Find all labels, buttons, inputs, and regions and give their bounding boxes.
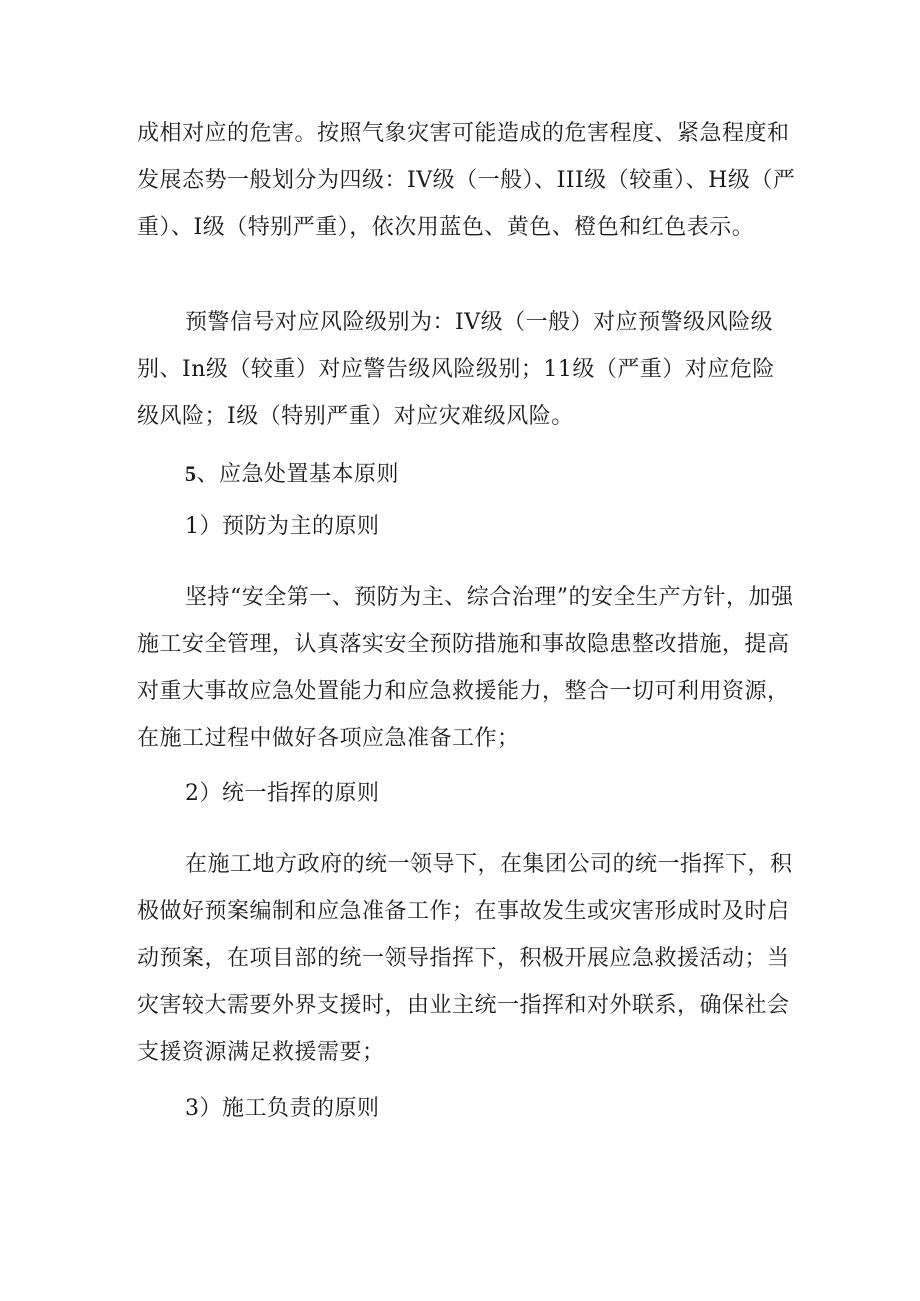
paragraph-unified-command: 在施工地方政府的统一领导下，在集团公司的统一指挥下，积极做好预案编制和应急准备工作；在事故发生或灾害形成时及时启动预案，在项目部的统一领导指挥下，积极开展应急救援活动；当灾害较大需要外界支援时，由业主统一指挥和对外联系，确保社会支援资源满足救援需要； [137, 852, 793, 1065]
subheading-unified-command: 2）统一指挥的原则 [185, 781, 380, 806]
subheading-prevention: 1）预防为主的原则 [185, 514, 380, 539]
paragraph-warning-levels: 成相对应的危害。按照气象灾害可能造成的危害程度、紧急程度和发展态势一般划分为四级：IV级（一般）、III级（较重）、H级（严重）、I级（特别严重），依次用蓝色、黄色、橙色和红色表示。 [137, 121, 796, 240]
paragraph-risk-levels: 预警信号对应风险级别为：IV级（一般）对应预警级风险级别、In级（较重）对应警告级风险级别；11级（严重）对应危险级风险；I级（特别严重）对应灾难级风险。 [137, 310, 775, 429]
section-heading-5 [185, 450, 797, 498]
paragraph-prevention: 坚持“安全第一、预防为主、综合治理”的安全生产方针，加强施工安全管理，认真落实安全预防措施和事故隐患整改措施，提高对重大事故应急处置能力和应急救援能力，整合一切可利用资源，在施工过程中做好各项应急准备工作； [137, 585, 794, 751]
subheading-construction-responsibility: 3）施工负责的原则 [185, 1096, 380, 1121]
section-number: 5 [185, 461, 197, 486]
section-title: 、应急处置基本原则 [196, 462, 400, 487]
